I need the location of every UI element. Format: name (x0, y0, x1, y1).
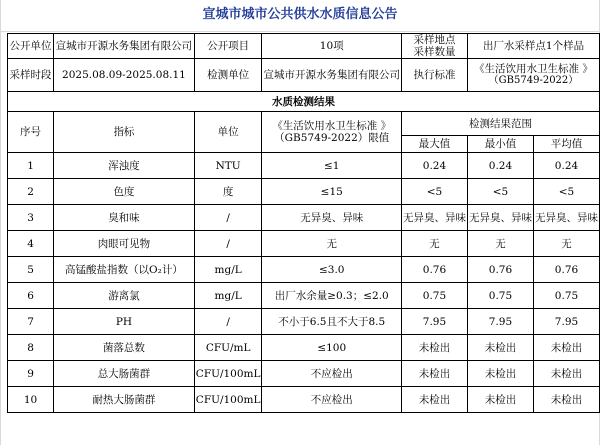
cell-min: 未检出 (467, 361, 533, 387)
cell-unit: mg/L (194, 283, 262, 309)
cell-unit: CFU/mL (194, 335, 262, 361)
cell-avg: 未检出 (533, 361, 599, 387)
standard-label: 执行标准 (401, 59, 467, 92)
cell-indicator: 菌落总数 (54, 335, 195, 361)
cell-indicator: PH (54, 309, 195, 335)
cell-no: 9 (8, 361, 54, 387)
cell-min: 7.95 (467, 309, 533, 335)
header-row-1 (8, 34, 600, 59)
sampling-label-line2: 采样数量 (413, 46, 456, 58)
cell-no: 4 (8, 231, 54, 257)
water-quality-table (7, 33, 600, 413)
cell-no: 5 (8, 257, 54, 283)
header-row-2 (8, 59, 600, 92)
cell-unit: NTU (194, 153, 262, 179)
sampling-label-line1: 采样地点 (413, 34, 456, 46)
column-header-row-1 (8, 112, 600, 136)
cell-no: 3 (8, 205, 54, 231)
cell-max: 无异臭、异味 (401, 205, 467, 231)
col-limit-line1: 《生活饮用水卫生标准 》 (272, 120, 392, 132)
section-row (8, 92, 600, 112)
sampling-value: 出厂水采样点1个样品 (467, 34, 599, 59)
cell-min: 0.76 (467, 257, 533, 283)
table-row (8, 231, 600, 257)
cell-limit: 无 (262, 231, 402, 257)
cell-unit: CFU/100mL (194, 387, 262, 413)
cell-indicator: 耐热大肠菌群 (54, 387, 195, 413)
cell-limit: ≤100 (262, 335, 402, 361)
cell-max: 未检出 (401, 361, 467, 387)
cell-min: 无异臭、异味 (467, 205, 533, 231)
table-row (8, 387, 600, 413)
cell-limit: 出厂水余量≥0.3；≤2.0 (262, 283, 402, 309)
cell-no: 10 (8, 387, 54, 413)
sampling-label (401, 34, 467, 59)
table-row (8, 179, 600, 205)
cell-min: <5 (467, 179, 533, 205)
col-limit (262, 112, 402, 153)
unit-label: 公开单位 (8, 34, 54, 59)
cell-limit: 不应检出 (262, 387, 402, 413)
table-row (8, 361, 600, 387)
cell-avg: 0.24 (533, 153, 599, 179)
cell-avg: 未检出 (533, 335, 599, 361)
cell-indicator: 浑浊度 (54, 153, 195, 179)
cell-min: 未检出 (467, 387, 533, 413)
cell-min: 0.75 (467, 283, 533, 309)
table-row (8, 283, 600, 309)
cell-indicator: 色度 (54, 179, 195, 205)
cell-no: 8 (8, 335, 54, 361)
cell-min: 0.24 (467, 153, 533, 179)
standard-value-line2: （GB5749-2022） (488, 75, 579, 86)
col-avg: 平均值 (533, 136, 599, 153)
section-title: 水质检测结果 (8, 92, 600, 112)
table-row (8, 153, 600, 179)
cell-max: 无 (401, 231, 467, 257)
cell-limit: ≤1 (262, 153, 402, 179)
col-min: 最小值 (467, 136, 533, 153)
cell-max: 0.76 (401, 257, 467, 283)
table-row (8, 257, 600, 283)
cell-limit: 不小于6.5且不大于8.5 (262, 309, 402, 335)
cell-avg: <5 (533, 179, 599, 205)
cell-unit: mg/L (194, 257, 262, 283)
cell-indicator: 高锰酸盐指数（以O₂计） (54, 257, 195, 283)
items-value: 10项 (262, 34, 402, 59)
cell-indicator: 肉眼可见物 (54, 231, 195, 257)
cell-no: 1 (8, 153, 54, 179)
cell-unit: CFU/100mL (194, 361, 262, 387)
cell-min: 未检出 (467, 335, 533, 361)
cell-avg: 0.76 (533, 257, 599, 283)
cell-max: 0.24 (401, 153, 467, 179)
cell-no: 2 (8, 179, 54, 205)
col-max: 最大值 (401, 136, 467, 153)
test-unit-value: 宣城市开源水务集团有限公司 (262, 59, 402, 92)
cell-limit: ≤15 (262, 179, 402, 205)
col-indicator: 指标 (54, 112, 195, 153)
standard-value-line1: 《生活饮用水卫生标准 》 (474, 63, 593, 75)
cell-min: 无 (467, 231, 533, 257)
cell-unit: / (194, 205, 262, 231)
cell-indicator: 游离氯 (54, 283, 195, 309)
cell-avg: 无异臭、异味 (533, 205, 599, 231)
cell-max: 未检出 (401, 387, 467, 413)
test-unit-label: 检测单位 (194, 59, 262, 92)
cell-avg: 未检出 (533, 387, 599, 413)
cell-no: 6 (8, 283, 54, 309)
cell-indicator: 总大肠菌群 (54, 361, 195, 387)
cell-max: <5 (401, 179, 467, 205)
table-row (8, 335, 600, 361)
col-no: 序号 (8, 112, 54, 153)
cell-unit: / (194, 309, 262, 335)
unit-value: 宣城市开源水务集团有限公司 (54, 34, 195, 59)
cell-limit: 不应检出 (262, 361, 402, 387)
cell-max: 0.75 (401, 283, 467, 309)
cell-limit: 无异臭、异味 (262, 205, 402, 231)
cell-unit: 度 (194, 179, 262, 205)
cell-unit: / (194, 231, 262, 257)
col-range: 检测结果范围 (401, 112, 599, 136)
period-value: 2025.08.09-2025.08.11 (54, 59, 195, 92)
cell-avg: 7.95 (533, 309, 599, 335)
table-row (8, 309, 600, 335)
cell-no: 7 (8, 309, 54, 335)
cell-avg: 0.75 (533, 283, 599, 309)
cell-max: 未检出 (401, 335, 467, 361)
period-label: 采样时段 (8, 59, 54, 92)
cell-limit: ≤3.0 (262, 257, 402, 283)
table-row (8, 205, 600, 231)
cell-avg: 无 (533, 231, 599, 257)
col-limit-line2: （GB5749-2022）限值 (274, 132, 390, 144)
page-title: 宣城市城市公共供水水质信息公告 (202, 7, 398, 22)
cell-indicator: 臭和味 (54, 205, 195, 231)
cell-max: 7.95 (401, 309, 467, 335)
col-unit: 单位 (194, 112, 262, 153)
standard-value (467, 59, 599, 92)
items-label: 公开项目 (194, 34, 262, 59)
